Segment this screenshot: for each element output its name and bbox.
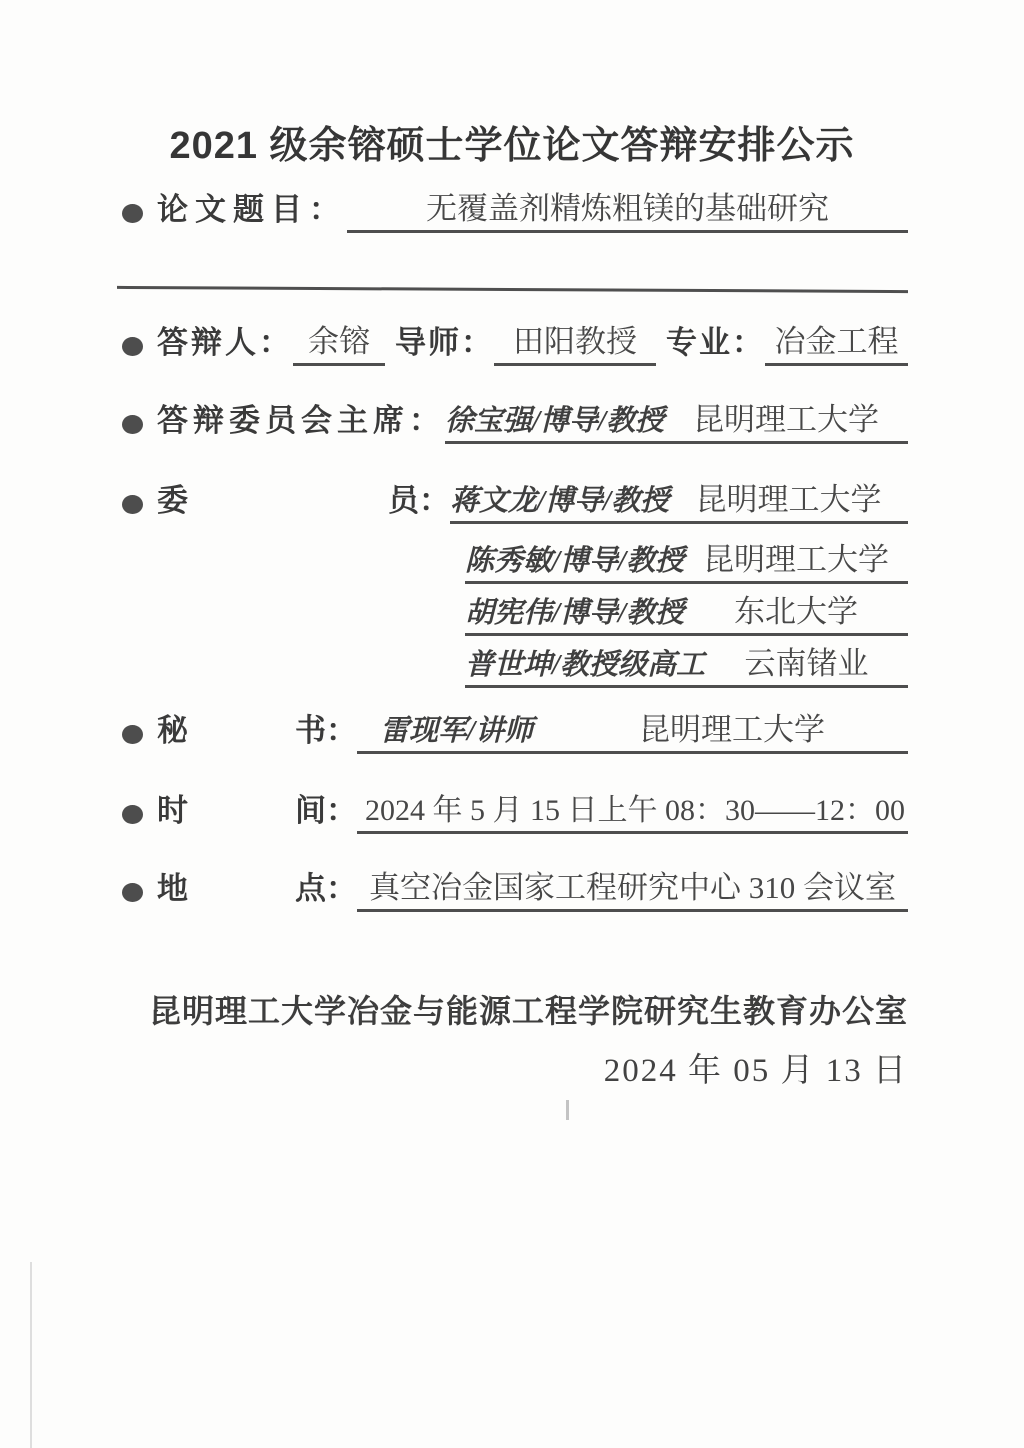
list-item [465,638,908,688]
page-title: 2021 级余镕硕士学位论文答辩安排公示 [169,125,855,167]
scan-artifact [30,1262,32,1448]
scan-artifact [566,1100,569,1120]
thesis-label: 论文题目： [157,192,347,227]
bullet-icon [122,805,143,824]
footer-office: 昆明理工大学冶金与能源工程学院研究生教育办公室 [148,993,908,1029]
list-item [465,534,908,584]
place-value: 真空冶金国家工程研究中心 310 会议室 [357,862,908,912]
advisor-name: 田阳教授 [494,316,656,366]
bullet-icon [122,725,143,744]
bullet-icon [122,495,143,514]
defender-row [122,316,908,366]
member-affiliation: 东北大学 [734,594,859,629]
time-label-left: 时 [157,793,188,828]
bullet-icon [122,415,143,434]
member-person: 胡宪伟/博导/教授 [465,597,685,629]
advisor-label: 导师： [395,325,494,360]
time-label [157,785,357,834]
bullet-icon [122,204,143,223]
place-label-left: 地 [157,871,188,906]
bullet-icon [122,337,143,356]
defender-name: 余镕 [293,316,385,366]
blank-underline [117,286,908,293]
thesis-title-row [122,183,908,233]
thesis-value: 无覆盖剂精炼粗镁的基础研究 [347,183,908,233]
secretary-person: 雷现军/讲师 [380,715,534,747]
chair-value [445,394,908,444]
chair-label: 答辩委员会主席： [157,403,445,438]
committee-label-left: 委 [157,483,188,518]
committee-chair-row [122,394,908,444]
major-value: 冶金工程 [765,316,908,366]
place-row [122,860,908,912]
committee-member-row [465,534,908,584]
member-affiliation: 昆明理工大学 [695,482,882,517]
secretary-label [157,705,357,754]
chair-person: 徐宝强/博导/教授 [445,405,665,437]
bullet-icon [122,883,143,902]
list-item [450,474,908,524]
secretary-value [357,704,908,754]
member-person: 蒋文龙/博导/教授 [450,485,670,517]
secretary-label-right: 书： [295,713,357,748]
time-row [122,782,908,834]
time-value: 2024 年 5 月 15 日上午 08：30——12：00 [357,785,908,834]
place-label-right: 点： [295,871,357,906]
place-label [157,863,357,912]
defender-label: 答辩人： [157,325,293,360]
member-affiliation: 云南锗业 [744,646,869,681]
committee-label [157,475,450,524]
committee-member-row [465,638,908,688]
chair-affiliation: 昆明理工大学 [693,402,880,437]
secretary-row [122,702,908,754]
secretary-affiliation: 昆明理工大学 [639,712,826,747]
committee-members-row [122,474,908,524]
time-label-right: 间： [295,793,357,828]
list-item [465,586,908,636]
secretary-label-left: 秘 [157,713,188,748]
footer-date: 2024 年 05 月 13 日 [603,1053,908,1089]
committee-member-row [465,586,908,636]
member-person: 普世坤/教授级高工 [465,649,706,681]
member-affiliation: 昆明理工大学 [703,542,890,577]
committee-label-right: 员： [388,483,450,518]
member-person: 陈秀敏/博导/教授 [465,545,685,577]
major-label: 专业： [666,325,765,360]
